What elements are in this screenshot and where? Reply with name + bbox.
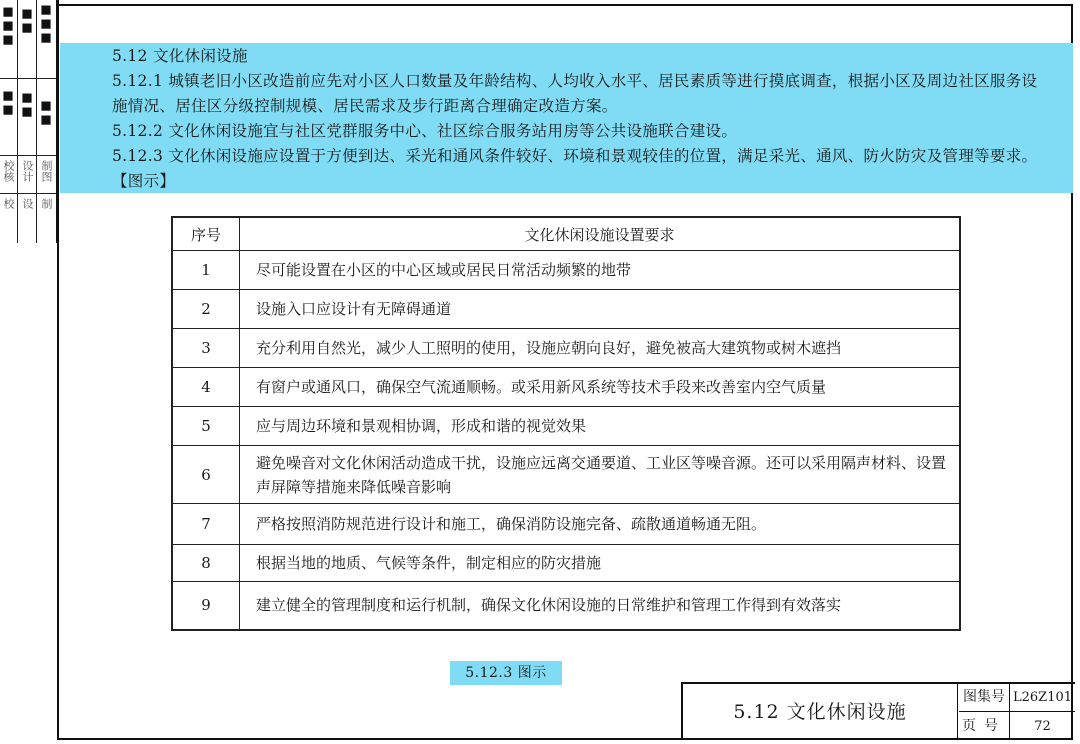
table-row <box>172 329 960 368</box>
clause-5-12-3: 5.12.3 文化休闲设施应设置于方便到达、采光和通风条件较好、环境和景观较佳的位置，满足采光、通风、防火防灾及管理等要求。【图示】 <box>112 147 1038 190</box>
label-drawing: 制图 <box>40 160 53 182</box>
frame-left-line <box>57 4 59 740</box>
table-row <box>172 251 960 290</box>
table-row <box>172 407 960 446</box>
signature-1: ■■■ <box>1 6 15 48</box>
row-no: 1 <box>172 251 240 290</box>
label-design: 设计 <box>21 160 34 182</box>
row-text: 有窗户或通风口，确保空气流通顺畅。或采用新风系统等技术手段来改善室内空气质量 <box>240 368 961 407</box>
table-row <box>172 446 960 504</box>
signature-4: ■■ <box>1 90 15 118</box>
page-number-label: 页号 <box>959 712 1010 740</box>
clause-5-12-1: 5.12.1 城镇老旧小区改造前应先对小区人口数量及年龄结构、人均收入水平、居民素质等进行摸底调查，根据小区及周边社区服务设施情况、居住区分级控制规模、居民需求及步行距离合理确定改造方案。 <box>112 72 1038 115</box>
frame-top <box>57 4 1073 6</box>
row-text: 建立健全的管理制度和运行机制，确保文化休闲设施的日常维护和管理工作得到有效落实 <box>240 582 961 630</box>
page-number-value: 72 <box>1034 719 1051 734</box>
table-row <box>172 504 960 545</box>
row-text: 设施入口应设计有无障碍通道 <box>240 290 961 329</box>
col-header-requirement: 文化休闲设施设置要求 <box>240 217 961 251</box>
row-text: 根据当地的地质、气候等条件，制定相应的防灾措施 <box>240 545 961 582</box>
requirements-table <box>171 216 961 631</box>
row-no: 2 <box>172 290 240 329</box>
row-no: 5 <box>172 407 240 446</box>
row-text: 尽可能设置在小区的中心区域或居民日常活动频繁的地带 <box>240 251 961 290</box>
section-heading: 5.12 文化休闲设施 <box>112 47 248 65</box>
table-row <box>172 290 960 329</box>
row-text: 充分利用自然光，减少人工照明的使用，设施应朝向良好，避免被高大建筑物或树木遮挡 <box>240 329 961 368</box>
row-text: 严格按照消防规范进行设计和施工，确保消防设施完备、疏散通道畅通无阻。 <box>240 504 961 545</box>
signature-3: ■■■ <box>39 4 53 46</box>
atlas-number-value: L26Z101 <box>1010 684 1075 712</box>
figure-caption: 5.12.3 图示 <box>450 661 562 685</box>
row-no: 3 <box>172 329 240 368</box>
signature-6: ■■ <box>39 100 53 128</box>
row-no: 8 <box>172 545 240 582</box>
signature-2: ■■ <box>20 8 34 36</box>
notes-box <box>60 43 1073 193</box>
row-no: 4 <box>172 368 240 407</box>
clause-5-12-2: 5.12.2 文化休闲设施宜与社区党群服务中心、社区综合服务站用房等公共设施联合建设。 <box>112 122 738 140</box>
drawing-title: 5.12 文化休闲设施 <box>683 684 958 740</box>
label-design-2: 设 <box>21 198 34 209</box>
row-text: 避免噪音对文化休闲活动造成干扰，设施应远离交通要道、工业区等噪音源。还可以采用隔声材料、设置声屏障等措施来降低噪音影响 <box>240 446 961 504</box>
row-no: 6 <box>172 446 240 504</box>
row-text: 应与周边环境和景观相协调，形成和谐的视觉效果 <box>240 407 961 446</box>
table-header-row <box>172 217 960 251</box>
label-review: 校核 <box>2 160 15 182</box>
table-row <box>172 368 960 407</box>
table-row <box>172 582 960 630</box>
label-drawing-2: 制 <box>40 198 53 209</box>
atlas-number-label: 图集号 <box>959 684 1010 712</box>
approval-strip <box>0 0 59 243</box>
signature-5: ■■ <box>20 92 34 120</box>
table-row <box>172 545 960 582</box>
title-block <box>681 682 1075 740</box>
row-no: 9 <box>172 582 240 630</box>
col-header-no: 序号 <box>172 217 240 251</box>
row-no: 7 <box>172 504 240 545</box>
label-review-2: 校 <box>2 198 15 209</box>
